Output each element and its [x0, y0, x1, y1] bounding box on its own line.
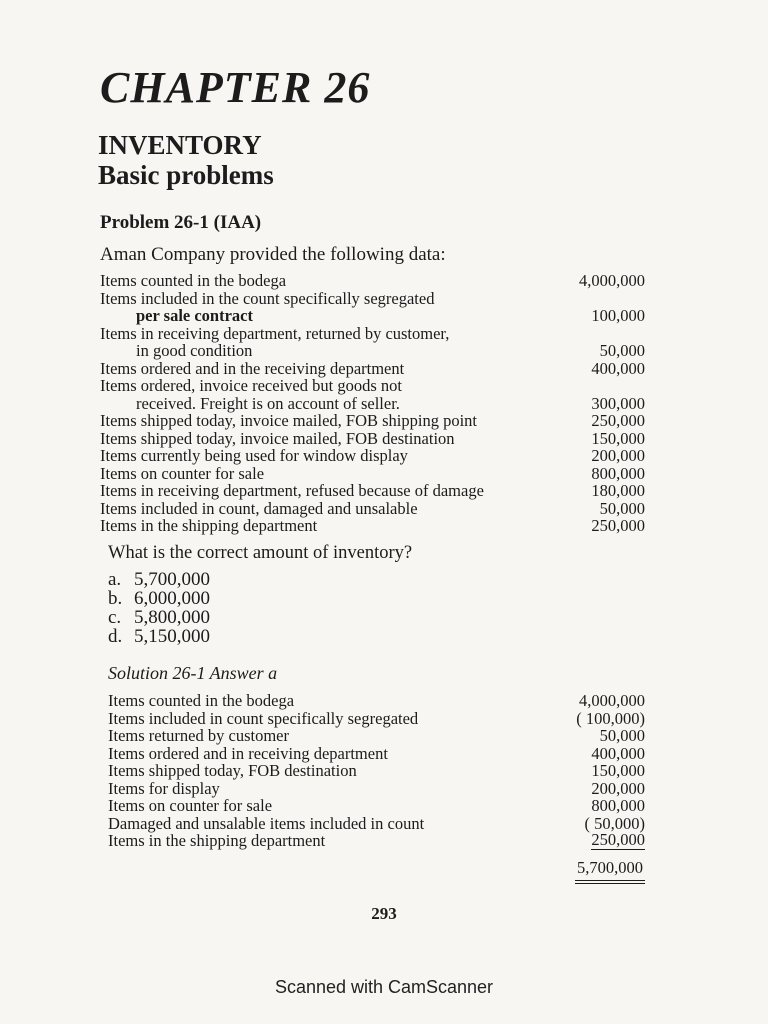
- solution-row: [108, 745, 645, 763]
- solution-label: Items included in count specifically segregated: [108, 708, 419, 728]
- item-value: 400,000: [591, 358, 645, 378]
- choice-b: [108, 589, 210, 608]
- solution-value: ( 50,000): [584, 813, 645, 833]
- solution-label: Items returned by customer: [108, 726, 289, 745]
- item-label-continued: received. Freight is on account of seller.: [136, 393, 400, 413]
- item-label: Items counted in the bodega: [100, 271, 287, 290]
- solution-value: 250,000: [591, 830, 645, 849]
- item-label: Items ordered and in the receiving department: [100, 358, 405, 378]
- list-item: [100, 377, 645, 395]
- item-label: Items currently being used for window display: [100, 446, 408, 465]
- choice-letter: b.: [108, 588, 123, 609]
- list-item: [100, 430, 645, 448]
- question: What is the correct amount of inventory?: [108, 543, 413, 563]
- item-label: Items in receiving department, returned by customer,: [100, 323, 450, 343]
- solution-value: ( 100,000): [576, 708, 645, 728]
- section-title: INVENTORY: [98, 130, 262, 160]
- list-item: [100, 395, 645, 413]
- solution-title: Solution 26-1 Answer a: [108, 663, 278, 683]
- item-value: 300,000: [591, 393, 645, 413]
- solution-row: [108, 692, 645, 710]
- item-label: Items on counter for sale: [100, 463, 265, 483]
- choice-text: 5,800,000: [134, 607, 210, 628]
- choice-letter: a.: [108, 569, 122, 590]
- list-item: [100, 325, 645, 343]
- item-label-continued: per sale contract: [136, 306, 253, 325]
- item-value: 150,000: [591, 428, 645, 448]
- solution-label: Items counted in the bodega: [108, 691, 295, 710]
- page-number: 293: [371, 904, 397, 923]
- list-item: [100, 290, 645, 308]
- solution-row: [108, 780, 645, 798]
- choice-letter: d.: [108, 626, 123, 647]
- list-item: [100, 517, 645, 535]
- item-value: 800,000: [591, 463, 645, 483]
- choice-text: 6,000,000: [134, 588, 210, 609]
- item-label: Items shipped today, invoice mailed, FOB shipping point: [100, 411, 478, 430]
- item-value: 200,000: [591, 446, 645, 465]
- choice-a: [108, 570, 210, 589]
- choice-text: 5,700,000: [134, 569, 210, 590]
- solution-total: 5,700,000: [575, 858, 645, 884]
- item-value: 250,000: [591, 516, 645, 535]
- answer-choices: [108, 570, 210, 646]
- choice-d: [108, 627, 210, 646]
- solution-label: Items shipped today, FOB destination: [108, 761, 357, 780]
- scanner-watermark: Scanned with CamScanner: [274, 977, 494, 997]
- solution-value: 50,000: [599, 726, 645, 745]
- solution-label: Items in the shipping department: [108, 831, 326, 850]
- item-value: 250,000: [591, 411, 645, 430]
- solution-value: 400,000: [591, 743, 645, 763]
- solution-label: Items for display: [108, 778, 220, 798]
- section-subtitle: Basic problems: [98, 160, 274, 190]
- list-item: [100, 500, 645, 518]
- chapter-title: CHAPTER 26: [100, 63, 371, 112]
- item-value: 50,000: [599, 498, 645, 518]
- solution-value: 150,000: [591, 761, 645, 780]
- list-item: [100, 342, 645, 360]
- solution-row: [108, 832, 645, 850]
- problem-data-list: [100, 272, 645, 535]
- list-item: [100, 482, 645, 500]
- item-label: [100, 290, 434, 308]
- solution-label: Items ordered and in receiving department: [108, 743, 388, 763]
- solution-value: 4,000,000: [579, 691, 645, 710]
- solution-label: Damaged and unsalable items included in count: [108, 813, 425, 833]
- list-item: [100, 272, 645, 290]
- item-label: Items included in count, damaged and unsalable: [100, 498, 418, 518]
- solution-row: [108, 727, 645, 745]
- item-value: 100,000: [591, 306, 645, 325]
- item-value: 50,000: [599, 341, 645, 360]
- problem-title: Problem 26-1 (IAA): [100, 212, 262, 233]
- solution-value: 800,000: [591, 796, 645, 815]
- item-label: Items ordered, invoice received but goods not: [100, 376, 402, 395]
- list-item: [100, 447, 645, 465]
- item-label-continued: in good condition: [136, 341, 253, 360]
- list-item: [100, 465, 645, 483]
- item-label: Items in receiving department, refused because of damage: [100, 481, 484, 500]
- solution-label: Items on counter for sale: [108, 796, 273, 815]
- list-item: [100, 307, 645, 325]
- solution-row: [108, 762, 645, 780]
- solution-row: [108, 797, 645, 815]
- choice-text: 5,150,000: [134, 626, 210, 647]
- item-value: 4,000,000: [579, 271, 645, 290]
- solution-value: 200,000: [591, 778, 645, 798]
- list-item: [100, 412, 645, 430]
- solution-list: [108, 692, 645, 850]
- solution-row: [108, 710, 645, 728]
- item-label-part: Items included in the count specifically segregated: [100, 288, 435, 308]
- item-label: Items shipped today, invoice mailed, FOB destination: [100, 428, 455, 448]
- list-item: [100, 360, 645, 378]
- solution-row: [108, 815, 645, 833]
- item-value: 180,000: [591, 481, 645, 500]
- item-label: Items in the shipping department: [100, 516, 318, 535]
- choice-letter: c.: [108, 607, 122, 628]
- choice-c: [108, 608, 210, 627]
- problem-intro: Aman Company provided the following data:: [100, 244, 446, 265]
